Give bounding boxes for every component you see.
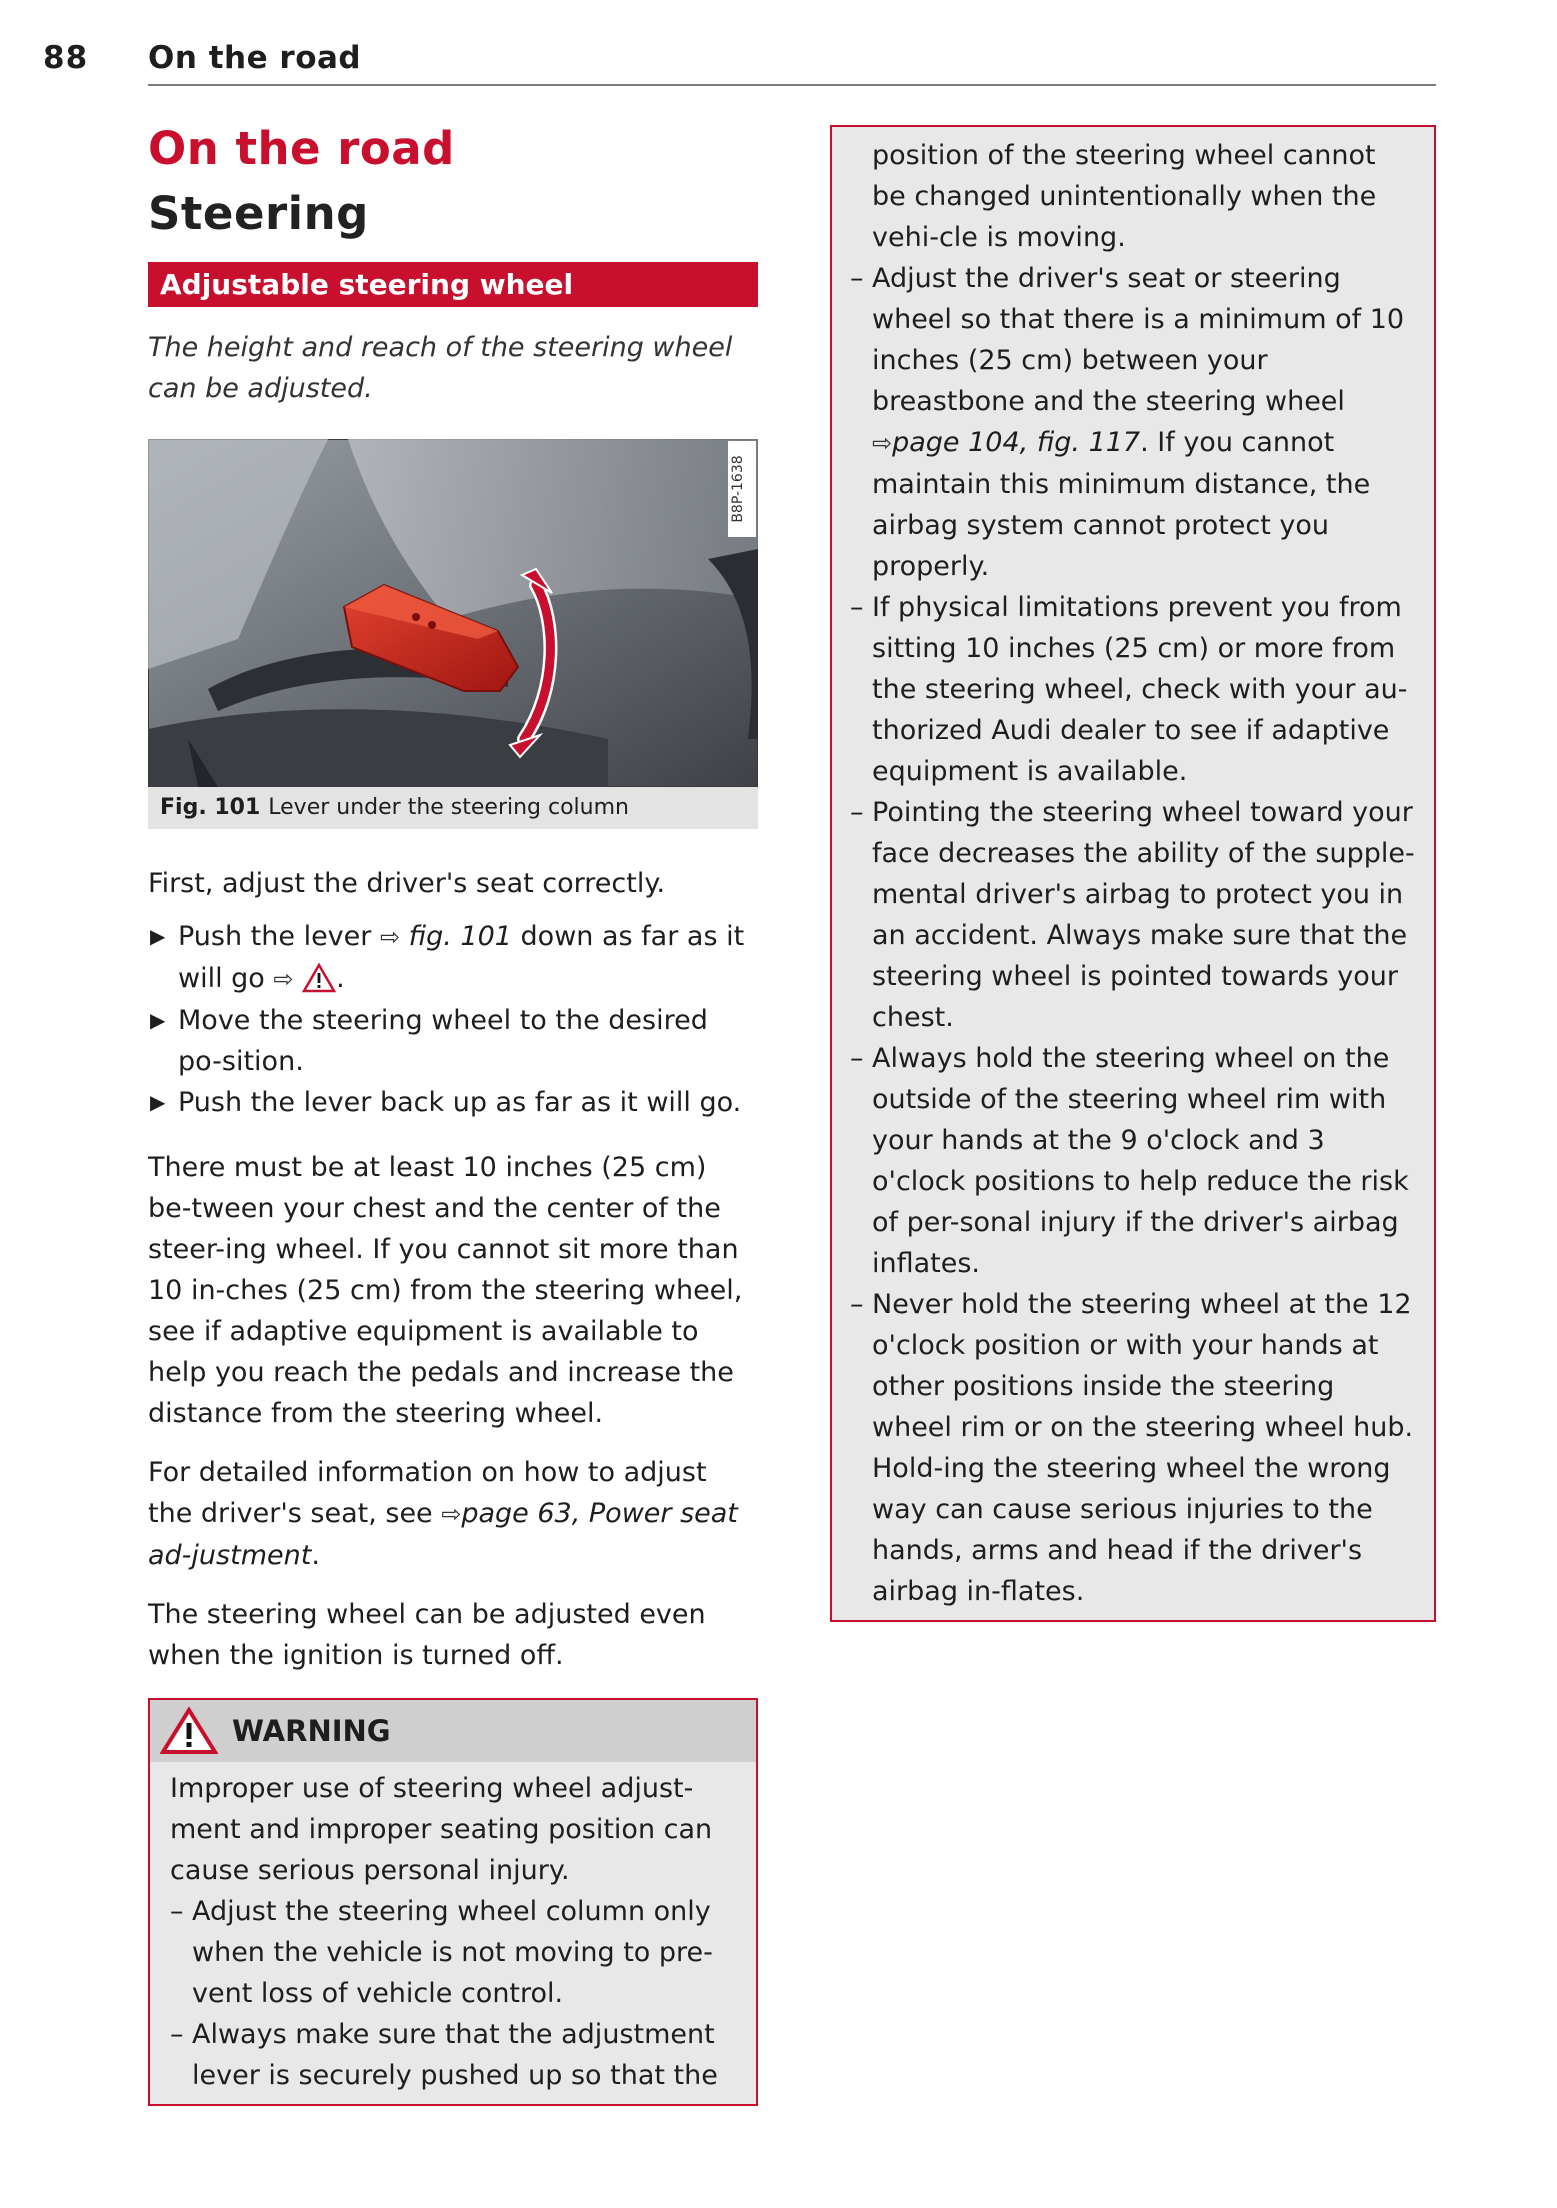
step-text: Move the steering wheel to the desired po-sition. <box>178 1005 708 1077</box>
subsection-title: Adjustable steering wheel <box>148 262 758 307</box>
chapter-title: On the road <box>148 122 455 175</box>
paragraph-ignition: The steering wheel can be adjusted even when the ignition is turned off. <box>148 1599 706 1671</box>
warning-item: – Always make sure that the adjustment lever is securely pushed up so that the <box>170 2014 736 2096</box>
first-instruction: First, adjust the driver's seat correctly. <box>148 868 666 899</box>
header-rule <box>148 84 1436 86</box>
running-title: On the road <box>148 40 362 76</box>
warning-item-text: Adjust the driver's seat or steering wheel so that there is a minimum of 10 inches (25 cm) between your breastbone and the steering wheel <box>872 263 1405 417</box>
warning-continued-list <box>850 258 1416 1612</box>
step-bullet-icon: ▶ <box>150 1090 166 1114</box>
step-bullet-icon: ▶ <box>150 1008 166 1032</box>
warning-item: – If physical limitations prevent you from sitting 10 inches (25 cm) or more from the steering wheel, check with your au-thorized Audi dealer to see if adaptive equipment is available. <box>850 587 1416 792</box>
left-column <box>148 118 758 2106</box>
steering-lever-illustration <box>148 439 758 787</box>
figure-reference-link[interactable]: fig. 101 <box>408 921 512 952</box>
step-bullet-icon: ▶ <box>150 924 166 948</box>
paragraph-text: For detailed information on how to adjust the driver's seat, see <box>148 1457 707 1529</box>
paragraph-seat-info <box>148 1452 758 1576</box>
step-item <box>148 1082 758 1123</box>
warning-box-continued <box>830 125 1436 1622</box>
warning-body <box>150 1762 756 2104</box>
step-text-end: . <box>336 963 345 994</box>
figure-101 <box>148 439 758 829</box>
page-reference-link[interactable]: page 63, Power seat ad-justment <box>148 1498 738 1571</box>
paragraph-text-end: . <box>311 1540 320 1571</box>
figure-label: Fig. 101 <box>160 795 261 820</box>
warning-list <box>170 1891 736 2096</box>
warning-triangle-icon <box>160 1707 218 1755</box>
figure-caption <box>148 787 758 829</box>
step-item <box>148 916 758 1000</box>
paragraph-distance: There must be at least 10 inches (25 cm) be-tween your chest and the center of the steer-ing wheel. If you cannot sit more than 10 in-ches (25 cm) from the steering wheel, see if adaptive equipment is available to help you reach the pedals and increase the distance from the steering wheel. <box>148 1152 743 1429</box>
right-arrow-icon: ⇨ <box>273 965 294 993</box>
warning-item: – Adjust the steering wheel column only when the vehicle is not moving to pre-vent loss of vehicle control. <box>170 1891 736 2014</box>
page-number: 88 <box>43 40 89 76</box>
step-text: Push the lever <box>178 921 380 952</box>
section-title: Steering <box>148 187 369 240</box>
right-column <box>830 125 1436 1622</box>
warning-lead: Improper use of steering wheel adjust-ment and improper seating position can cause serious personal injury. <box>170 1773 713 1886</box>
intro-text: The height and reach of the steering wheel can be adjusted. <box>148 332 733 404</box>
warning-triangle-icon[interactable] <box>302 963 336 993</box>
right-arrow-icon: ⇨ <box>872 429 893 457</box>
warning-box <box>148 1698 758 2106</box>
step-text-continued: down as far as it will go <box>178 921 745 994</box>
warning-continued-lead: position of the steering wheel cannot be changed unintentionally when the vehi-cle is moving. <box>872 140 1377 253</box>
figure-caption-text: Lever under the steering column <box>268 795 629 820</box>
figure-code: B8P-1638 <box>730 455 746 523</box>
warning-item: – Pointing the steering wheel toward your face decreases the ability of the supple-mental driver's airbag to protect you in an accident. Always make sure that the steering wheel is pointed towards your chest. <box>850 792 1416 1038</box>
warning-item: – Always hold the steering wheel on the outside of the steering wheel rim with your hands at the 9 o'clock and 3 o'clock positions to help reduce the risk of per-sonal injury if the driver's airbag inflates. <box>850 1038 1416 1284</box>
step-text: Push the lever back up as far as it will go. <box>178 1087 742 1118</box>
right-arrow-icon: ⇨ <box>441 1500 462 1528</box>
right-arrow-icon: ⇨ <box>379 923 401 951</box>
step-item <box>148 1000 758 1082</box>
warning-title: WARNING <box>232 1714 391 1748</box>
step-list <box>148 916 758 1123</box>
warning-item: – Never hold the steering wheel at the 12 o'clock position or with your hands at other positions inside the steering wheel rim or on the steering wheel hub. Hold-ing the steering wheel the wrong way can cause serious injuries to the hands, arms and head if the driver's airbag in-flates. <box>850 1284 1416 1612</box>
warning-item <box>850 258 1416 587</box>
warning-header <box>150 1700 756 1762</box>
page-reference-link[interactable]: page 104, fig. 117 <box>892 427 1141 458</box>
warning-item-text-end: . If you cannot maintain this minimum distance, the airbag system cannot protect you properly. <box>872 427 1371 582</box>
